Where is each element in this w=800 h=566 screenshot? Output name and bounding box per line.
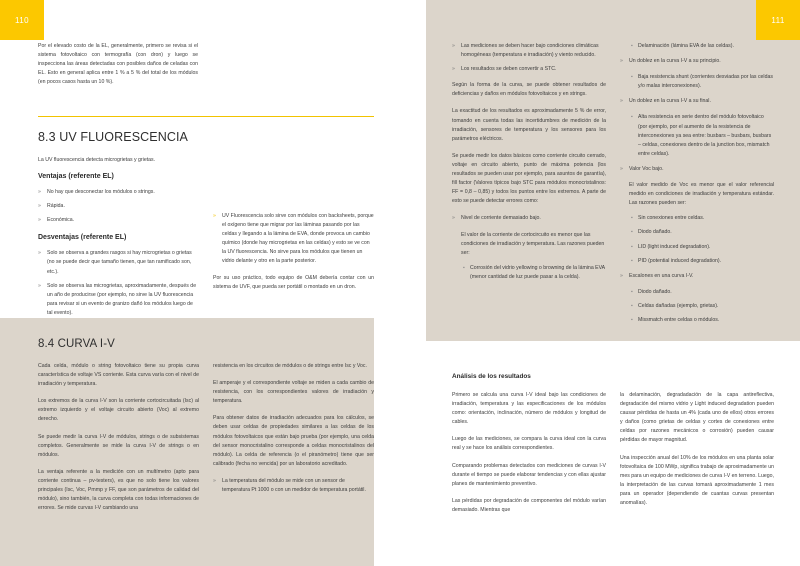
chevron-icon: » (452, 215, 455, 222)
list-item-text: Delaminación (lámina EVA de las celdas). (638, 43, 734, 49)
measurement-conditions-list (452, 42, 606, 74)
list-item-text: No hay que desconectar los módulos o strings. (47, 189, 155, 196)
list-item (631, 288, 774, 297)
list-item-text: Alta resistencia en serie dentro del módulo fotovoltaico (por ejemplo, por el aumento de la resistencia de interconexiones ya sea entre: busbars – busbars, busbars – celdas, conexiones dentro de la junction box, mismatch entre celdas). (638, 114, 772, 157)
analysis-col-1 (452, 391, 606, 523)
square-bullet-icon: ▪ (631, 215, 633, 222)
list-item-text: Corrosión del vidrio yellowing o browning de la lámina EVA (menor cantidad de luz puede pasar a la celda). (470, 264, 605, 280)
disadvantages-list-col2 (213, 212, 374, 267)
section-8-4-col-2 (213, 362, 374, 521)
chevron-icon: » (213, 213, 216, 219)
iv-p1: Cada celda, módulo o string fotovoltaico tiene su propia curva característica de voltaje VS corriente. Esta curva varía con el nivel de irradiación y temperatura. (38, 363, 199, 388)
bend-end-sublist (631, 113, 774, 158)
section-8-4-col-1 (38, 362, 199, 521)
list-item-text: Un doblez en la curva I-V a su final. (629, 98, 711, 105)
square-bullet-icon: ▪ (631, 229, 633, 236)
voc-note-text: El valor medido de Voc es menor que el valor referencial medido en condiciones de irradiación y temperatura estándar. Las razones pueden ser: (629, 182, 774, 207)
uv-lead: La UV fluorescencia detecta microgrietas y grietas. (38, 157, 156, 163)
basic-data-paragraph: Se puede medir los datos básicos como corriente circuito cerrado, voltaje en circuito abierto, punto de máxima potencia (los resultados se pueden usar por ejemplo, para asuntos de garantía), fill factor (Valores típicos bajo STC para módulos monocristalinos: FF = 0,8 – 0,85) y todos los puntos entre los extremos. A parte de esto se puede detectar errores como: (452, 152, 606, 205)
chevron-icon: » (620, 165, 623, 172)
square-bullet-icon: ▪ (631, 316, 633, 323)
accuracy-paragraph: La exactitud de los resultados es aproximadamente 5 % de error, tomando en cuenta todas las incertidumbres de medición de la irradiación, sensores de temperatura y los sensores para los parámetros eléctricos. (452, 108, 606, 142)
list-item-text: LID (light induced degradation). (638, 243, 711, 250)
bend-start-list (620, 57, 774, 66)
list-item (38, 249, 199, 276)
iv-p2: Los extremos de la curva I-V son la corriente cortocircuitada (Isc) al extremo izquierdo y el voltaje circuito abierto (Voc) al extremo derecho. (38, 398, 199, 423)
chevron-icon: » (38, 203, 41, 210)
right-upper-columns (452, 42, 774, 331)
curve-shape-paragraph: Según la forma de la curva, se puede obtener resultados de deficiencias y daños en módulos fotovoltaicos y en strings. (452, 82, 606, 98)
chevron-icon: » (452, 66, 455, 73)
list-item (213, 212, 374, 267)
disadvantages-heading: Desventajas (referente EL) (38, 234, 127, 242)
list-item (631, 214, 774, 223)
list-item-text: Rápida. (47, 203, 65, 210)
low-current-note (461, 231, 606, 258)
list-item (631, 113, 774, 158)
list-item-text: Económica. (47, 217, 75, 224)
chevron-icon: » (620, 98, 623, 105)
list-item (38, 282, 199, 318)
iv-p7: Para obtener datos de irradiación adecuados para los cálculos, se deben usar celdas de propiedades similares a las celdas de los módulos fotovoltaicos que están bajo prueba (por ejemplo, una celda del sensor monocristalino corresponde a celdas monocristalinos del módulo). La celda de referencia (o el piranómetro) tiene que ser calibrado (fecha no vencida) por un laboratorio acreditado. (213, 415, 374, 467)
list-item (631, 73, 774, 91)
list-item (38, 216, 199, 225)
square-bullet-icon: ▪ (631, 257, 633, 264)
list-item (620, 272, 774, 281)
right-col-1 (452, 42, 606, 331)
low-current-note-text: El valor de la corriente de cortocircuito es menor que las condiciones de irradiación y temperatura. Las razones pueden ser: (461, 231, 605, 256)
section-8-3 (38, 116, 374, 325)
analysis-p4: Las pérdidas por degradación de componentes del módulo varían demasiado. Mientras que (452, 497, 606, 513)
list-item-text: La temperatura del módulo se mide con un sensor de temperatura Pt 1000 o con un medidor de temperatura portátil. (222, 477, 366, 494)
list-item-text: Diodo dañado. (638, 229, 672, 236)
analysis-p2: Luego de las mediciones, se compara la curva ideal con la curva real y se hace los análisis correspondientes. (452, 436, 606, 452)
iv-temperature-list (213, 477, 374, 495)
analysis-p1: Primero se calcula una curva I-V ideal bajo las condiciones de irradiación, temperatura y las especificaciones de los módulos como: orientación, inclinación, número de módulos y longitud de cables. (452, 392, 606, 426)
folio-tab-right (756, 0, 800, 40)
chevron-icon: » (38, 217, 41, 224)
analysis-p6: Una inspección anual del 10% de los módulos en una planta solar fotovoltaica de 100 MWp, significa trabajo de aproximadamente un mes para un equipo de mediciones de curva I-V en terreno. Luego, la interpretación de las curvas tomará aproximadamente 1 mes para un operador (dependiendo de cuantas curvas presentan anomalías). (620, 454, 774, 507)
list-item-text: Solo se observa las microgrietas, aproximadamente, después de un año de producirse (por ejemplo, no sirve la UV fluorescencia para revisar si un evento de granizo dañó los módulos luego de tal evento). (47, 282, 197, 316)
list-item-text: Nivel de corriente demasiado bajo. (461, 215, 541, 222)
list-item (452, 214, 606, 223)
analysis-heading: Análisis de los resultados (452, 373, 531, 380)
list-item (631, 257, 774, 266)
list-item-text: UV Fluorescencia solo sirve con módulos con backsheets, porque el oxígeno tiene que migrar por las láminas pasando por las celdas y llegando a la lámina de EVA, donde provoca un cambio químico (donde hay microgrietas en las celdas) y esto se ve con la UV fluorescencia. No sirve para los módulos que tienen un vidrio delante y otro en la parte posterior. (222, 213, 374, 265)
bend-start-sublist (631, 73, 774, 91)
iv-p3: Se puede medir la curva I-V de módulos, strings o de subsistemas completos. Generalmente se mide la curva I-V de strings o en módulos. (38, 433, 199, 458)
list-item (620, 165, 774, 174)
list-item-text: Solo se observa a grandes rasgos si hay microgrietas o grietas (no se puede decir que tamaño tienen, que tan ramificado son, etc.). (47, 250, 192, 275)
advantages-heading: Ventajas (referente EL) (38, 173, 114, 181)
list-item (463, 264, 606, 282)
chevron-icon: » (213, 477, 216, 484)
square-bullet-icon: ▪ (631, 288, 633, 295)
section-8-4-title: 8.4 CURVA I-V (38, 338, 115, 350)
list-item (620, 57, 774, 66)
steps-list (620, 272, 774, 281)
voc-note (629, 181, 774, 208)
advantages-list (38, 188, 199, 225)
list-item (38, 188, 199, 197)
list-item-text: Sin conexiones entre celdas. (638, 215, 705, 222)
square-bullet-icon: ▪ (631, 114, 633, 121)
square-bullet-icon: ▪ (631, 43, 633, 49)
chevron-icon: » (452, 43, 455, 49)
list-item-text: PID (potential induced degradation). (638, 257, 722, 264)
list-item (38, 202, 199, 211)
square-bullet-icon: ▪ (631, 243, 633, 250)
section-8-3-title: 8.3 UV FLUORESCENCIA (38, 130, 188, 144)
chevron-icon: » (38, 282, 41, 289)
right-upper-block (452, 42, 774, 331)
section-8-4-columns (38, 362, 374, 521)
list-item-text: Valor Voc bajo. (629, 165, 664, 172)
low-current-sublist (463, 264, 606, 282)
chevron-icon: » (620, 272, 623, 279)
analysis-p5: la delaminación, degradadación de la capa antireflectiva, degradación del mismo vidrio y Light induced degradation pueden causar pérdidas de hasta un 4% (cada uno de ellos) otros errores y daños (como grietas de celdas y cortes de conexiones entre celdas por razones mecánicos o corrosión) pueden causar pérdidas de mayor magnitud. (620, 392, 774, 444)
voc-sublist (631, 214, 774, 265)
steps-sublist (631, 288, 774, 325)
square-bullet-icon: ▪ (631, 302, 633, 309)
analysis-block (452, 372, 774, 523)
list-item-text: Baja resistencia shunt (corrientes desviadas por las celdas y/o malas interconexiones). (638, 74, 773, 90)
page-right (400, 0, 800, 566)
iv-p4: La ventaja referente a la medición con un multímetro (apto para corriente continua – pv-testers), es que no solo tiene los valores principales (Isc, Voc, Pmmp y FF, que son parámetros de calidad del módulo), sino también, la curva completa con todas informaciones de errores. Se mide curvas I-V cambiando una (38, 468, 199, 512)
analysis-col-2 (620, 391, 774, 523)
list-item (452, 42, 606, 60)
list-item-text: Un doblez en la curva I-V a su principio. (629, 58, 721, 65)
section-8-3-columns (38, 156, 374, 325)
page-number-right: 111 (771, 15, 785, 25)
list-item (631, 243, 774, 252)
chevron-icon: » (38, 250, 41, 257)
list-item-text: Diodo dañado. (638, 288, 672, 295)
list-item-text: Celdas dañadas (ejemplo, grietas). (638, 302, 719, 309)
section-divider-rule (38, 116, 374, 117)
square-bullet-icon: ▪ (463, 264, 465, 271)
list-item (631, 228, 774, 237)
intro-block (38, 42, 198, 95)
square-bullet-icon: ▪ (631, 74, 633, 81)
low-current-list (452, 214, 606, 223)
iv-p6: El amperaje y el correspondiente voltaje se miden a cada cambio de resistencia, con los correspondientes valores de irradiación y temperatura. (213, 380, 374, 405)
list-item (213, 477, 374, 495)
analysis-columns (452, 391, 774, 523)
delamination-sublist (631, 42, 774, 51)
list-item (631, 42, 774, 51)
page-number-left: 110 (15, 15, 29, 25)
list-item-text: Los resultados se deben convertir a STC. (461, 66, 557, 73)
column-spacer (213, 156, 374, 212)
analysis-p3: Comparando problemas detectados con mediciones de curvas I-V durante el tiempo se puede elaborar tendencias y con ellas ajustar planes de mantenimiento preventivo. (452, 462, 606, 487)
list-item-text: Las mediciones se deben hacer bajo condiciones climáticas homogéneas (temperatura e irradiación) y viento reducido. (461, 43, 599, 59)
intro-paragraph: Por el elevado costo de la EL, generalmente, primero se revisa si el sistema fotovoltaico con termografía (con dron) y luego se inspecciona las áreas detectadas con posibles daños de celadas con EL. Esto en general aplica entre 1 % a 5 % del total de los módulos (en pocos casos hasta un 10 %). (38, 43, 198, 86)
right-col-2 (620, 42, 774, 331)
list-item (631, 316, 774, 325)
section-8-3-col-2 (213, 156, 374, 325)
chevron-icon: » (620, 58, 623, 65)
bend-end-list (620, 97, 774, 106)
chevron-icon: » (38, 189, 41, 196)
section-8-4 (38, 337, 374, 521)
list-item (620, 97, 774, 106)
uv-closing-paragraph: Por su uso práctico, todo equipo de O&M debería contar con un sistema de UVF, que pueda ser portátil o montado en un dron. (213, 274, 374, 290)
section-8-3-col-1 (38, 156, 199, 325)
voc-low-list (620, 165, 774, 174)
iv-p5: resistencia en los circuitos de módulos o de strings entre Isc y Voc. (213, 363, 367, 369)
list-item (452, 65, 606, 74)
folio-tab-left (0, 0, 44, 40)
list-item (631, 302, 774, 311)
list-item-text: Missmatch entre celdas o módulos. (638, 316, 720, 323)
list-item-text: Escalones en una curva I-V. (629, 272, 694, 279)
disadvantages-list-col1 (38, 249, 199, 318)
